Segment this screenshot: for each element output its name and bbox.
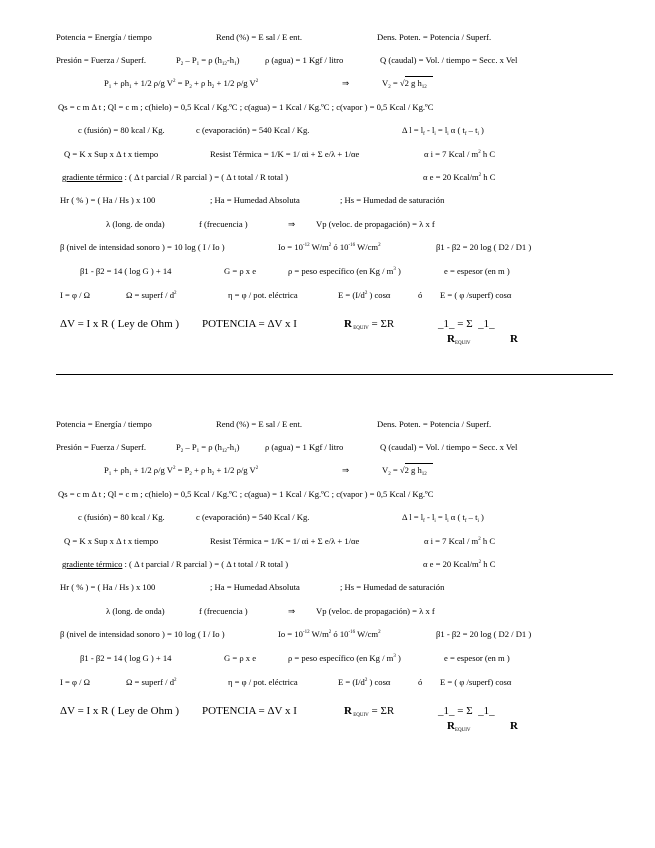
formula-densidad-agua: ρ (agua) = 1 Kgf / litro	[265, 442, 344, 452]
formula-densidad-potencia: Dens. Poten. = Potencia / Superf.	[377, 32, 492, 42]
formula-resistencia-termica: Resist Térmica = 1/K = 1/ αi + Σ e/λ + 1/αe	[210, 536, 360, 546]
formula-ley-ohm: ΔV = I x R ( Ley de Ohm )	[60, 318, 180, 330]
formula-frecuencia: f (frecuencia )	[199, 606, 248, 616]
formula-intensidad-luminosa: I = φ / Ω	[60, 290, 91, 300]
formula-densidad-potencia: Dens. Poten. = Potencia / Superf.	[377, 419, 492, 429]
formula-diferencia-presion: $P_2 - P_1 = \rho$ $(h_{12}-h_1)$	[176, 442, 240, 454]
text-o: ó	[418, 677, 423, 687]
formula-resistencia-serie: R $_{EQUIV}$ = ΣR	[344, 318, 395, 331]
arrow-implies-2: ⇒	[288, 219, 296, 229]
formula-humedad-relativa: Hr ( % ) = ( Ha / Hs ) x 100	[60, 582, 156, 592]
formula-angulo-solido: Ω = superf / $d^2$	[126, 290, 177, 300]
formula-presion: Presión = Fuerza / Superf.	[56, 442, 147, 452]
formula-alfa-exterior: α e = 20 Kcal/$m^2$ h C	[423, 559, 496, 569]
formula-angulo-solido: Ω = superf / $d^2$	[126, 677, 177, 687]
formula-alfa-interior: α i = 7 Kcal / $m^2$ h C	[424, 149, 496, 159]
formula-sheet-bottom	[0, 387, 655, 733]
formula-gradiente-termico: gradiente térmico : ( Δ t parcial / R parcial ) = ( Δ t total / R total )	[62, 559, 289, 569]
formula-resistencia-serie: R $_{EQUIV}$ = ΣR	[344, 705, 395, 718]
formula-caudal: Q (caudal) = Vol. / tiempo = Secc. x Vel	[380, 55, 518, 65]
formula-conduccion: Q = K x Sup x Δ t x tiempo	[64, 536, 159, 546]
formula-rendimiento: Rend (%) = E sal / E ent.	[216, 32, 302, 42]
formula-calor-evaporacion: c (evaporación) = 540 Kcal / Kg.	[196, 512, 310, 522]
formula-calor-especifico: Qs = c m Δ t ; Ql = c m ; c(hielo) = 0,5 Kcal / Kg.ºC ; c(agua) = 1 Kcal / Kg.ºC ; c(vapor ) = 0,5 Kcal / Kg.ºC	[58, 489, 434, 499]
formula-humedad-relativa: Hr ( % ) = ( Ha / Hs ) x 100	[60, 195, 156, 205]
formula-humedad-saturacion: ; Hs = Humedad de saturación	[340, 582, 445, 592]
formula-potencia: Potencia = Energía / tiempo	[56, 419, 152, 429]
formula-rendimiento: Rend (%) = E sal / E ent.	[216, 419, 302, 429]
formula-ley-masa: β1 - β2 = 14 ( log G ) + 14	[80, 653, 172, 663]
formula-potencia-electrica: POTENCIA = ΔV x I	[202, 705, 297, 717]
formula-sheet-top	[0, 0, 655, 346]
formula-ley-ohm: ΔV = I x R ( Ley de Ohm )	[60, 705, 180, 717]
formula-resistencia-paralelo-den: $R_{EQUIV}$	[447, 720, 471, 733]
formula-humedad-saturacion: ; Hs = Humedad de saturación	[340, 195, 445, 205]
separator-line	[56, 374, 613, 375]
formula-iluminancia: $E = (I/d^2$ ) cosα	[338, 677, 391, 687]
formula-nivel-sonoro: β (nivel de intensidad sonoro ) = 10 log ( I / Io )	[60, 242, 225, 252]
formula-longitud-onda: λ (long. de onda)	[106, 606, 165, 616]
formula-diferencia-presion: $P_2 - P_1 = \rho$ $(h_{12}-h_1)$	[176, 55, 240, 67]
formula-bernoulli: $P_1 + \rho h_1 + 1/2$ ρ/g $V^2 = P_2 + \rho$ $h_2 + 1/2$ ρ/g $V^2$	[104, 465, 259, 477]
formula-longitud-onda: λ (long. de onda)	[106, 219, 165, 229]
formula-bernoulli: $P_1 + \rho h_1 + 1/2$ ρ/g $V^2 = P_2 + \rho$ $h_2 + 1/2$ ρ/g $V^2$	[104, 78, 259, 90]
formula-calor-fusion: c (fusión) = 80 kcal / Kg.	[78, 512, 165, 522]
formula-caudal: Q (caudal) = Vol. / tiempo = Secc. x Vel	[380, 442, 518, 452]
formula-humedad-absoluta: ; Ha = Humedad Absoluta	[210, 195, 300, 205]
formula-rendimiento-luminoso: η = φ / pot. eléctrica	[228, 677, 298, 687]
formula-densidad-agua: ρ (agua) = 1 Kgf / litro	[265, 55, 344, 65]
formula-torricelli: $V_2 = √2$ g $h_{12}$	[382, 79, 433, 90]
formula-resistencia-termica: Resist Térmica = 1/K = 1/ αi + Σ e/λ + 1/αe	[210, 149, 360, 159]
formula-potencia: Potencia = Energía / tiempo	[56, 32, 152, 42]
formula-resistencia-paralelo: _1_ = Σ _1_	[438, 705, 495, 717]
formula-rendimiento-luminoso: η = φ / pot. eléctrica	[228, 290, 298, 300]
formula-dilatacion: Δ $l = l_f - l_i = l_i$ α ( $t_f - t_i$ )	[402, 512, 484, 524]
formula-resistencia-paralelo: _1_ = Σ _1_	[438, 318, 495, 330]
formula-torricelli: $V_2 = √2$ g $h_{12}$	[382, 466, 433, 477]
formula-frecuencia: f (frecuencia )	[199, 219, 248, 229]
formula-presion: Presión = Fuerza / Superf.	[56, 55, 147, 65]
formula-humedad-absoluta: ; Ha = Humedad Absoluta	[210, 582, 300, 592]
formula-nivel-sonoro: β (nivel de intensidad sonoro ) = 10 log ( I / Io )	[60, 629, 225, 639]
formula-masa-superficial: G = ρ x e	[224, 266, 257, 276]
formula-atenuacion-distancia: β1 - β2 = 20 log ( D2 / D1 )	[436, 242, 532, 252]
formula-calor-fusion: c (fusión) = 80 kcal / Kg.	[78, 125, 165, 135]
formula-calor-especifico: Qs = c m Δ t ; Ql = c m ; c(hielo) = 0,5 Kcal / Kg.ºC ; c(agua) = 1 Kcal / Kg.ºC ; c(vapor ) = 0,5 Kcal / Kg.ºC	[58, 102, 434, 112]
formula-alfa-interior: α i = 7 Kcal / $m^2$ h C	[424, 536, 496, 546]
formula-atenuacion-distancia: β1 - β2 = 20 log ( D2 / D1 )	[436, 629, 532, 639]
formula-velocidad-propagacion: Vp (veloc. de propagación) = λ x f	[316, 606, 435, 616]
formula-peso-especifico: ρ = peso específico (en Kg / $m^3$ )	[288, 266, 401, 276]
arrow-implies-2: ⇒	[288, 606, 296, 616]
formula-calor-evaporacion: c (evaporación) = 540 Kcal / Kg.	[196, 125, 310, 135]
text-o: ó	[418, 290, 423, 300]
formula-resistencia-paralelo-den: $R_{EQUIV}$	[447, 333, 471, 346]
formula-resistencia-paralelo-den-2: R	[510, 720, 518, 732]
formula-intensidad-luminosa: I = φ / Ω	[60, 677, 91, 687]
formula-alfa-exterior: α e = 20 Kcal/$m^2$ h C	[423, 172, 496, 182]
formula-velocidad-propagacion: Vp (veloc. de propagación) = λ x f	[316, 219, 435, 229]
formula-ley-masa: β1 - β2 = 14 ( log G ) + 14	[80, 266, 172, 276]
formula-potencia-electrica: POTENCIA = ΔV x I	[202, 318, 297, 330]
formula-espesor: e = espesor (en m )	[444, 266, 510, 276]
formula-peso-especifico: ρ = peso específico (en Kg / $m^3$ )	[288, 653, 401, 663]
formula-iluminancia: $E = (I/d^2$ ) cosα	[338, 290, 391, 300]
formula-intensidad-referencia: $Io = 10^{-12}$ $W/m^2$ ó $10^{-16}$ $W/cm^2$	[278, 629, 381, 639]
arrow-implies: ⇒	[342, 465, 350, 475]
formula-dilatacion: Δ $l = l_f - l_i = l_i$ α ( $t_f - t_i$ )	[402, 125, 484, 137]
formula-masa-superficial: G = ρ x e	[224, 653, 257, 663]
formula-resistencia-paralelo-den-2: R	[510, 333, 518, 345]
formula-conduccion: Q = K x Sup x Δ t x tiempo	[64, 149, 159, 159]
formula-espesor: e = espesor (en m )	[444, 653, 510, 663]
formula-iluminancia-2: E = ( φ /superf) cosα	[440, 290, 512, 300]
formula-intensidad-referencia: $Io = 10^{-12}$ $W/m^2$ ó $10^{-16}$ $W/cm^2$	[278, 242, 381, 252]
formula-iluminancia-2: E = ( φ /superf) cosα	[440, 677, 512, 687]
arrow-implies: ⇒	[342, 78, 350, 88]
formula-gradiente-termico: gradiente térmico : ( Δ t parcial / R parcial ) = ( Δ t total / R total )	[62, 172, 289, 182]
